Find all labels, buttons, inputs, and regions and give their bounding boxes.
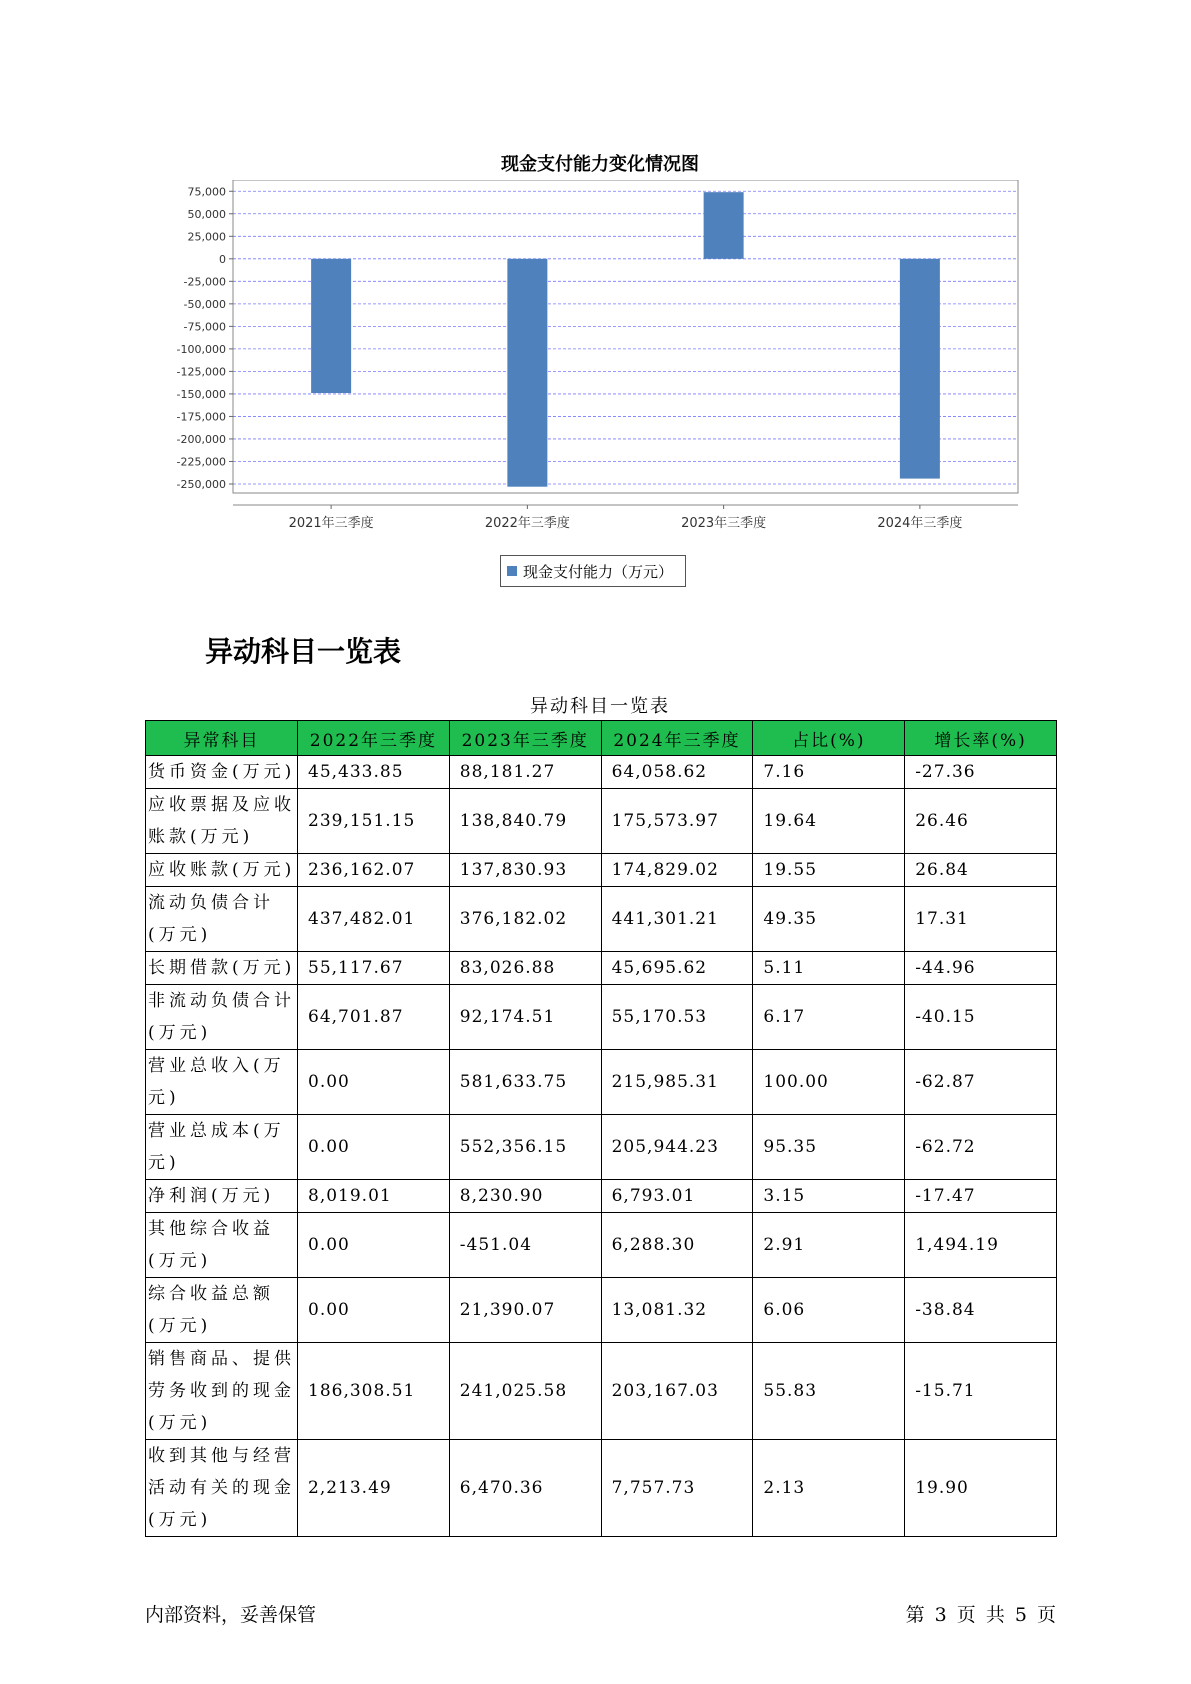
chart-title: 现金支付能力变化情况图 (501, 154, 699, 175)
row-label: 营业总收入(万元) (146, 1050, 298, 1115)
bar (507, 259, 547, 487)
row-value: 236,162.07 (298, 854, 450, 887)
row-label: 货币资金(万元) (146, 756, 298, 789)
table-row (146, 1343, 1057, 1440)
row-value: 175,573.97 (601, 789, 753, 854)
row-value: 6,288.30 (601, 1213, 753, 1278)
header-ratio: 占比(%) (753, 721, 905, 756)
table-row (146, 952, 1057, 985)
row-label: 应收票据及应收账款(万元) (146, 789, 298, 854)
row-value: 2.91 (753, 1213, 905, 1278)
row-value: -451.04 (449, 1213, 601, 1278)
row-value: 376,182.02 (449, 887, 601, 952)
x-tick-label: 2024年三季度 (877, 516, 963, 531)
y-tick-label: -75,000 (183, 320, 226, 334)
y-tick-label: 75,000 (187, 185, 226, 199)
x-tick-label: 2021年三季度 (288, 516, 374, 531)
row-value: 205,944.23 (601, 1115, 753, 1180)
row-label: 收到其他与经营活动有关的现金(万元) (146, 1440, 298, 1537)
y-tick-label: 25,000 (187, 230, 226, 244)
y-tick-label: 0 (219, 252, 226, 266)
chart-svg (150, 180, 1050, 550)
table-row (146, 1213, 1057, 1278)
section-heading: 异动科目一览表 (205, 635, 402, 668)
y-tick-label: -125,000 (176, 365, 226, 379)
chart-legend (500, 555, 686, 587)
header-item: 异常科目 (146, 721, 298, 756)
table-caption: 异动科目一览表 (530, 696, 670, 717)
row-value: 6,470.36 (449, 1440, 601, 1537)
x-tick-label: 2023年三季度 (681, 516, 767, 531)
bar (704, 192, 744, 259)
table-header-row (146, 721, 1057, 756)
row-value: 21,390.07 (449, 1278, 601, 1343)
header-2024q3: 2024年三季度 (601, 721, 753, 756)
row-value: 83,026.88 (449, 952, 601, 985)
anomaly-table (145, 720, 1057, 1537)
row-value: 215,985.31 (601, 1050, 753, 1115)
row-value: -17.47 (905, 1180, 1057, 1213)
row-value: 26.46 (905, 789, 1057, 854)
row-value: 6.17 (753, 985, 905, 1050)
y-tick-label: -150,000 (176, 387, 226, 401)
y-tick-label: -175,000 (176, 410, 226, 424)
row-label: 长期借款(万元) (146, 952, 298, 985)
footer-confidential-note: 内部资料，妥善保管 (145, 1604, 317, 1626)
cash-payment-chart (150, 140, 1050, 600)
table-row (146, 854, 1057, 887)
table-row (146, 756, 1057, 789)
row-label: 营业总成本(万元) (146, 1115, 298, 1180)
y-tick-label: -250,000 (176, 477, 226, 491)
row-value: 0.00 (298, 1278, 450, 1343)
table-row (146, 1278, 1057, 1343)
row-label: 销售商品、提供劳务收到的现金(万元) (146, 1343, 298, 1440)
row-value: 100.00 (753, 1050, 905, 1115)
row-value: 8,230.90 (449, 1180, 601, 1213)
bar (311, 259, 351, 393)
table-row (146, 789, 1057, 854)
row-label: 净利润(万元) (146, 1180, 298, 1213)
table-row (146, 887, 1057, 952)
y-tick-label: -50,000 (183, 297, 226, 311)
row-value: 55.83 (753, 1343, 905, 1440)
row-value: -27.36 (905, 756, 1057, 789)
row-value: 7.16 (753, 756, 905, 789)
row-value: 45,695.62 (601, 952, 753, 985)
table-row (146, 1180, 1057, 1213)
x-tick-label: 2022年三季度 (484, 516, 570, 531)
row-value: 239,151.15 (298, 789, 450, 854)
row-value: 137,830.93 (449, 854, 601, 887)
header-growth: 增长率(%) (905, 721, 1057, 756)
anomaly-table-wrapper (145, 720, 1056, 1537)
row-value: 1,494.19 (905, 1213, 1057, 1278)
row-label: 流动负债合计(万元) (146, 887, 298, 952)
table-row (146, 1050, 1057, 1115)
row-value: 241,025.58 (449, 1343, 601, 1440)
row-value: 64,701.87 (298, 985, 450, 1050)
row-label: 其他综合收益(万元) (146, 1213, 298, 1278)
y-tick-label: -25,000 (183, 275, 226, 289)
row-value: 3.15 (753, 1180, 905, 1213)
row-value: 49.35 (753, 887, 905, 952)
row-value: 8,019.01 (298, 1180, 450, 1213)
row-value: 552,356.15 (449, 1115, 601, 1180)
row-value: 186,308.51 (298, 1343, 450, 1440)
row-value: 5.11 (753, 952, 905, 985)
row-value: 437,482.01 (298, 887, 450, 952)
row-value: 6.06 (753, 1278, 905, 1343)
row-value: 92,174.51 (449, 985, 601, 1050)
table-row (146, 1115, 1057, 1180)
row-value: -40.15 (905, 985, 1057, 1050)
y-tick-label: -200,000 (176, 432, 226, 446)
y-tick-label: -100,000 (176, 342, 226, 356)
row-value: 174,829.02 (601, 854, 753, 887)
footer-page-number: 第 3 页 共 5 页 (905, 1604, 1056, 1626)
row-value: 6,793.01 (601, 1180, 753, 1213)
row-label: 非流动负债合计(万元) (146, 985, 298, 1050)
row-value: 0.00 (298, 1050, 450, 1115)
row-value: 88,181.27 (449, 756, 601, 789)
row-value: 45,433.85 (298, 756, 450, 789)
y-tick-label: -225,000 (176, 455, 226, 469)
row-value: 13,081.32 (601, 1278, 753, 1343)
row-value: 19.90 (905, 1440, 1057, 1537)
row-label: 综合收益总额(万元) (146, 1278, 298, 1343)
row-value: 0.00 (298, 1115, 450, 1180)
row-value: 0.00 (298, 1213, 450, 1278)
row-value: -44.96 (905, 952, 1057, 985)
row-value: 203,167.03 (601, 1343, 753, 1440)
row-value: 64,058.62 (601, 756, 753, 789)
legend-swatch (507, 566, 517, 576)
header-2023q3: 2023年三季度 (449, 721, 601, 756)
row-value: 55,117.67 (298, 952, 450, 985)
table-row (146, 985, 1057, 1050)
row-value: -62.72 (905, 1115, 1057, 1180)
table-row (146, 1440, 1057, 1537)
row-label: 应收账款(万元) (146, 854, 298, 887)
row-value: 55,170.53 (601, 985, 753, 1050)
row-value: 26.84 (905, 854, 1057, 887)
row-value: 2.13 (753, 1440, 905, 1537)
row-value: 2,213.49 (298, 1440, 450, 1537)
row-value: 95.35 (753, 1115, 905, 1180)
row-value: 441,301.21 (601, 887, 753, 952)
row-value: 19.64 (753, 789, 905, 854)
y-tick-label: 50,000 (187, 207, 226, 221)
row-value: 19.55 (753, 854, 905, 887)
row-value: -38.84 (905, 1278, 1057, 1343)
row-value: 17.31 (905, 887, 1057, 952)
row-value: 7,757.73 (601, 1440, 753, 1537)
header-2022q3: 2022年三季度 (298, 721, 450, 756)
row-value: 138,840.79 (449, 789, 601, 854)
row-value: -62.87 (905, 1050, 1057, 1115)
legend-label: 现金支付能力（万元） (523, 562, 674, 581)
row-value: -15.71 (905, 1343, 1057, 1440)
row-value: 581,633.75 (449, 1050, 601, 1115)
table-body (146, 756, 1057, 1537)
bar (900, 259, 940, 479)
